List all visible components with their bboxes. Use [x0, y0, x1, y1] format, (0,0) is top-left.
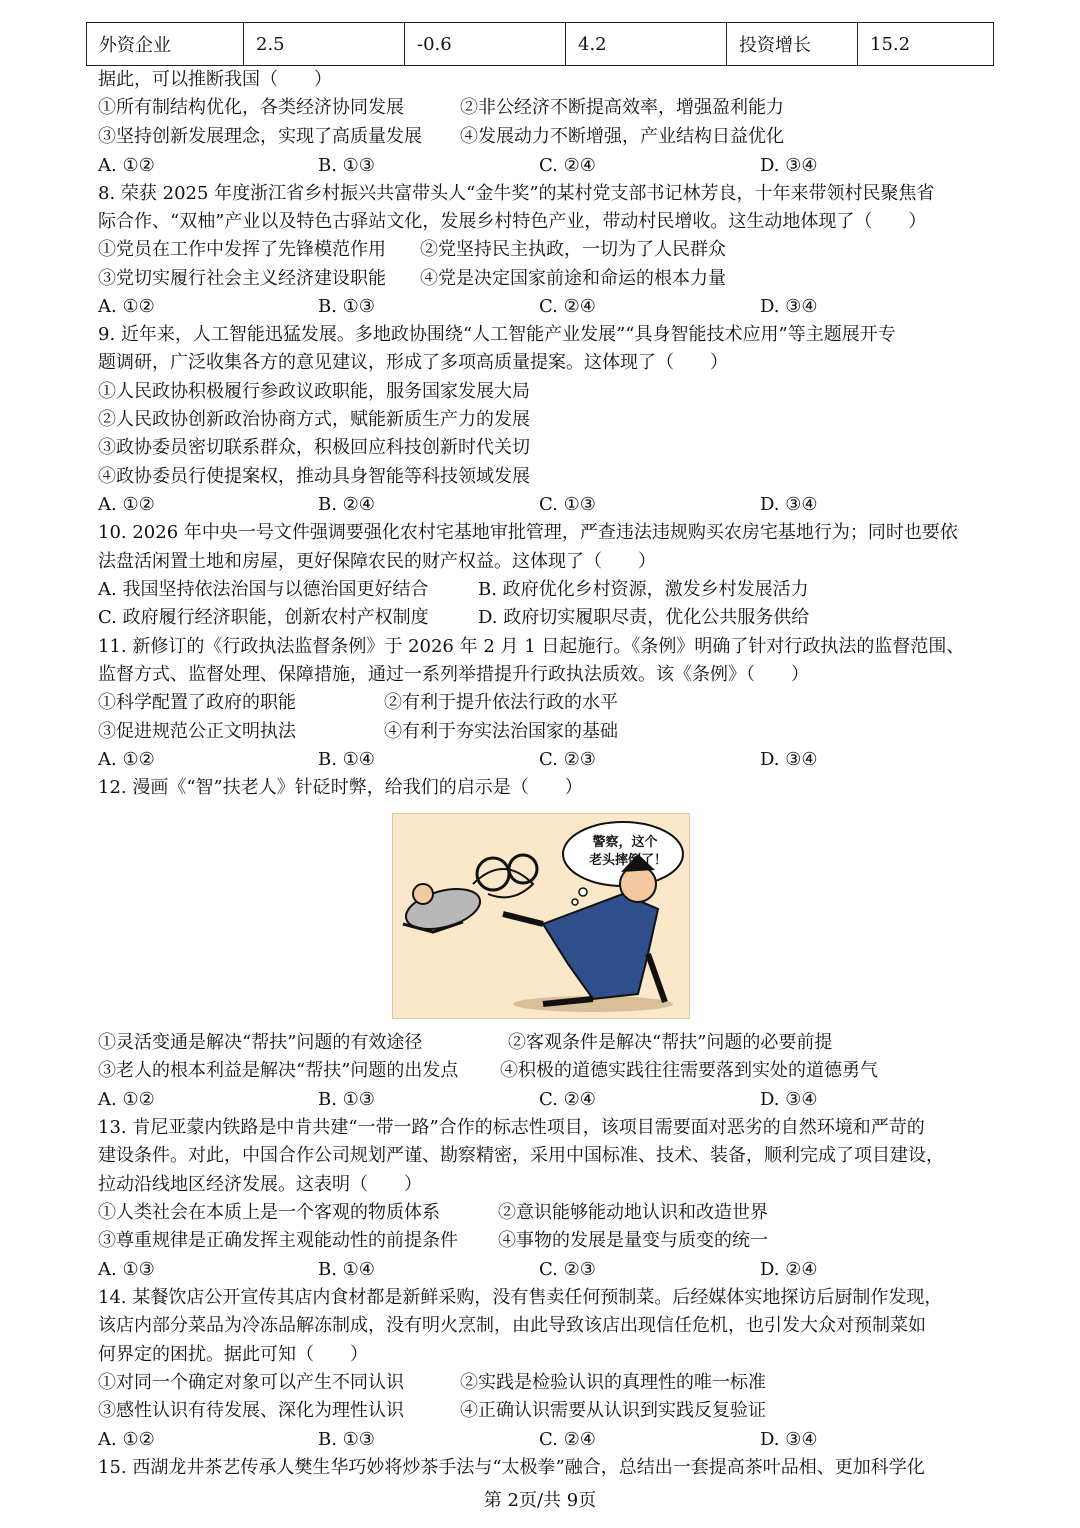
q12-stem: 12. 漫画《“智”扶老人》针砭时弊，给我们的启示是（ ） [98, 777, 583, 798]
q8-option-b: B. ①③ [318, 296, 375, 317]
q9-option-a: A. ①② [98, 494, 155, 515]
q7-statement-1: ①所有制结构优化，各类经济协同发展 [98, 97, 404, 118]
table-cell: 15.2 [858, 23, 994, 66]
q14-stem-line-2: 该店内部分菜品为冷冻品解冻制成，没有明火烹制，由此导致该店出现信任危机，也引发大众对预制菜如 [98, 1315, 926, 1336]
q13-option-d: D. ②④ [760, 1259, 818, 1280]
q8-option-c: C. ②④ [539, 296, 596, 317]
q14-statement-2: ②实践是检验认识的真理性的唯一标准 [460, 1372, 766, 1393]
q8-option-d: D. ③④ [760, 296, 818, 317]
q8-statement-4: ④党是决定国家前途和命运的根本力量 [420, 268, 726, 289]
q13-option-c: C. ②③ [539, 1259, 596, 1280]
q11-option-d: D. ③④ [760, 749, 818, 770]
q14-option-b: B. ①③ [318, 1429, 375, 1450]
q14-stem-line-1: 14. 某餐饮店公开宣传其店内食材都是新鲜采购，没有售卖任何预制菜。后经媒体实地探访后厨制作发现， [98, 1287, 943, 1308]
q9-stem-line-2: 题调研，广泛收集各方的意见建议，形成了多项高质量提案。这体现了（ ） [98, 352, 728, 373]
q13-statement-3: ③尊重规律是正确发挥主观能动性的前提条件 [98, 1230, 458, 1251]
q14-stem-line-3: 何界定的困扰。据此可知（ ） [98, 1344, 368, 1365]
q11-statement-3: ③促进规范公正文明执法 [98, 721, 296, 742]
q10-stem-line-2: 法盘活闲置土地和房屋，更好保障农民的财产权益。这体现了（ ） [98, 551, 656, 572]
table-cell: 投资增长 [727, 23, 858, 66]
q14-statement-3: ③感性认识有待发展、深化为理性认识 [98, 1400, 404, 1421]
q12-statement-1: ①灵活变通是解决“帮扶”问题的有效途径 [98, 1032, 423, 1053]
q7-statement-4: ④发展动力不断增强，产业结构日益优化 [460, 126, 784, 147]
q10-option-b: B. 政府优化乡村资源，激发乡村发展活力 [478, 579, 809, 600]
speech-bubble-text: 警察，这个 老头摔倒了！ [589, 835, 668, 868]
q11-statement-4: ④有利于夯实法治国家的基础 [384, 721, 618, 742]
q14-option-d: D. ③④ [760, 1429, 818, 1450]
q7-option-b: B. ①③ [318, 155, 375, 176]
q9-statement-1: ①人民政协积极履行参政议政职能，服务国家发展大局 [98, 381, 530, 402]
q14-option-a: A. ①② [98, 1429, 155, 1450]
q13-statement-1: ①人类社会在本质上是一个客观的物质体系 [98, 1202, 440, 1223]
q11-option-c: C. ②③ [539, 749, 596, 770]
q9-option-d: D. ③④ [760, 494, 818, 515]
q15-stem-line-1: 15. 西湖龙井茶艺传承人樊生华巧妙将炒茶手法与“太极拳”融合，总结出一套提高茶叶品相、更加科学化 [98, 1457, 925, 1478]
q11-option-b: B. ①④ [318, 749, 375, 770]
q13-statement-2: ②意识能够能动地认识和改造世界 [498, 1202, 768, 1223]
q8-stem-line-2: 际合作、“双柚”产业以及特色古驿站文化，发展乡村特色产业，带动村民增收。这生动地体现了（ ） [98, 211, 927, 232]
q13-stem-line-2: 建设条件。对此，中国合作公司规划严谨、勘察精密，采用中国标准、技术、装备，顺利完成了项目建设， [98, 1145, 944, 1166]
q10-option-c: C. 政府履行经济职能，创新农村产权制度 [98, 607, 429, 628]
table-cell: 外资企业 [87, 23, 244, 66]
q9-statement-2: ②人民政协创新政治协商方式，赋能新质生产力的发展 [98, 409, 530, 430]
cartoon-image [392, 813, 690, 1019]
q7-option-a: A. ①② [98, 155, 155, 176]
q7-statement-2: ②非公经济不断提高效率，增强盈利能力 [460, 97, 784, 118]
q14-statement-1: ①对同一个确定对象可以产生不同认识 [98, 1372, 404, 1393]
q11-stem-line-1: 11. 新修订的《行政执法监督条例》于 2026 年 2 月 1 日起施行。《条例》明确了针对行政执法的监督范围、 [98, 636, 965, 657]
q7-option-d: D. ③④ [760, 155, 818, 176]
q8-statement-3: ③党切实履行社会主义经济建设职能 [98, 268, 386, 289]
q13-stem-line-1: 13. 肯尼亚蒙内铁路是中肯共建“一带一路”合作的标志性项目，该项目需要面对恶劣的自然环境和严苛的 [98, 1117, 925, 1138]
table-cell: -0.6 [405, 23, 566, 66]
q8-stem-line-1: 8. 荣获 2025 年度浙江省乡村振兴共富带头人“金牛奖”的某村党支部书记林芳良，十年来带领村民聚焦省 [98, 183, 935, 204]
q8-option-a: A. ①② [98, 296, 155, 317]
q12-option-d: D. ③④ [760, 1089, 818, 1110]
page-footer: 第 2页/共 9页 [483, 1490, 597, 1511]
q11-statement-1: ①科学配置了政府的职能 [98, 692, 296, 713]
q12-option-c: C. ②④ [539, 1089, 596, 1110]
data-table [86, 22, 994, 66]
q11-option-a: A. ①② [98, 749, 155, 770]
q13-stem-line-3: 拉动沿线地区经济发展。这表明（ ） [98, 1174, 422, 1195]
q12-option-b: B. ①③ [318, 1089, 375, 1110]
q12-option-a: A. ①② [98, 1089, 155, 1110]
q9-option-c: C. ①③ [539, 494, 596, 515]
q13-option-b: B. ①④ [318, 1259, 375, 1280]
q7-stem: 据此，可以推断我国（ ） [98, 69, 332, 90]
q14-option-c: C. ②④ [539, 1429, 596, 1450]
q14-statement-4: ④正确认识需要从认识到实践反复验证 [460, 1400, 766, 1421]
q8-statement-1: ①党员在工作中发挥了先锋模范作用 [98, 239, 386, 260]
q9-stem-line-1: 9. 近年来，人工智能迅猛发展。多地政协围绕“人工智能产业发展”“具身智能技术应用”等主题展开专 [98, 324, 896, 345]
q7-statement-3: ③坚持创新发展理念，实现了高质量发展 [98, 126, 422, 147]
q9-statement-4: ④政协委员行使提案权，推动具身智能等科技领域发展 [98, 466, 530, 487]
q9-statement-3: ③政协委员密切联系群众，积极回应科技创新时代关切 [98, 437, 530, 458]
q7-option-c: C. ②④ [539, 155, 596, 176]
table-row [87, 23, 994, 66]
q10-stem-line-1: 10. 2026 年中央一号文件强调要强化农村宅基地审批管理，严查违法违规购买农房宅基地行为；同时也要依 [98, 522, 958, 543]
q13-statement-4: ④事物的发展是量变与质变的统一 [498, 1230, 768, 1251]
q9-option-b: B. ②④ [318, 494, 375, 515]
q12-statement-3: ③老人的根本利益是解决“帮扶”问题的出发点 [98, 1060, 459, 1081]
q10-option-a: A. 我国坚持依法治国与以德治国更好结合 [98, 579, 429, 600]
q11-statement-2: ②有利于提升依法行政的水平 [384, 692, 618, 713]
q12-statement-2: ②客观条件是解决“帮扶”问题的必要前提 [508, 1032, 833, 1053]
q13-option-a: A. ①③ [98, 1259, 155, 1280]
q10-option-d: D. 政府切实履职尽责，优化公共服务供给 [478, 607, 810, 628]
q11-stem-line-2: 监督方式、监督处理、保障措施，通过一系列举措提升行政执法质效。该《条例》（ ） [98, 664, 809, 685]
q12-statement-4: ④积极的道德实践往往需要落到实处的道德勇气 [500, 1060, 878, 1081]
table-cell: 4.2 [566, 23, 727, 66]
q8-statement-2: ②党坚持民主执政，一切为了人民群众 [420, 239, 726, 260]
table-cell: 2.5 [244, 23, 405, 66]
